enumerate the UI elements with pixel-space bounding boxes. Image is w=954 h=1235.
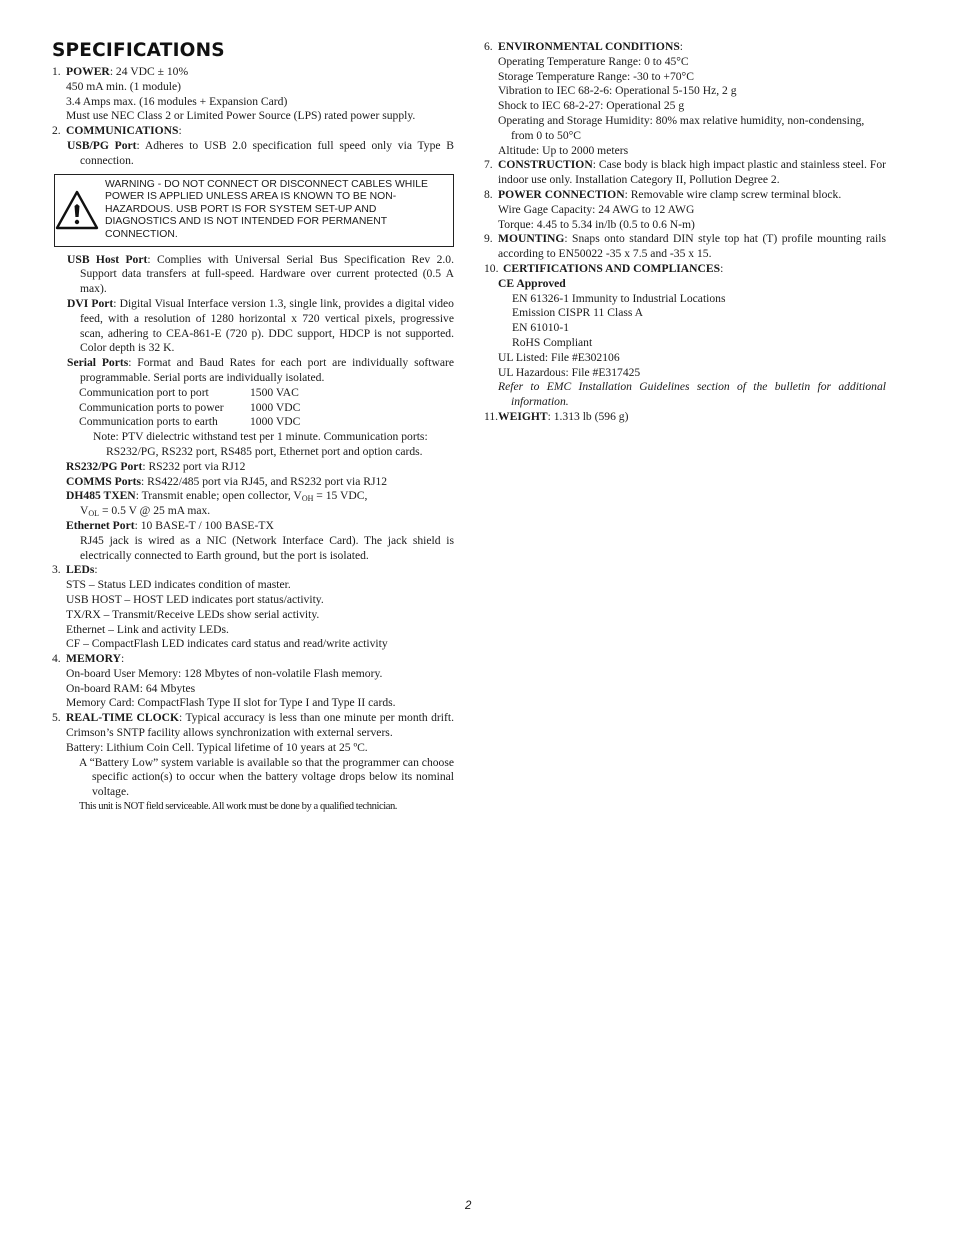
dvi-port-label: DVI Port <box>67 296 114 310</box>
isolation-key: Communication ports to power <box>79 400 224 414</box>
isolation-value: 1500 VAC <box>250 385 299 399</box>
section-number: 9. <box>484 232 493 246</box>
rtc-section <box>52 711 454 815</box>
ethernet-port-label: Ethernet Port <box>66 518 135 532</box>
communications-label: COMMUNICATIONS <box>66 124 179 138</box>
warning-triangle-icon <box>55 190 99 230</box>
ethernet-port-spec <box>66 519 454 534</box>
power-label: POWER <box>66 65 110 78</box>
env-line: Operating Temperature Range: 0 to 45°C <box>498 54 689 68</box>
power-value: : 24 VDC ± 10% <box>109 65 189 78</box>
dh485-text: = 0.5 V @ 25 mA max. <box>99 504 211 518</box>
right-column <box>484 40 886 425</box>
power-section <box>52 65 454 124</box>
service-note: This unit is NOT field serviceable. All work must be done by a qualified technician. <box>79 801 397 813</box>
dvi-port-text: : Digital Visual Interface version 1.3, single link, provides a digital video feed, with a resolution of 1280 horizontal x 720 vertical pixels, progressive scan, adhering to CEA-861-E (720 p). DDC support, HDCP is not supported. Color depth is 32 K. <box>80 296 454 355</box>
memory-section <box>52 652 454 711</box>
battery-line: Battery: Lithium Coin Cell. Typical lifetime of 10 years at 25 ºC. <box>66 740 368 754</box>
comms-ports-text: : RS422/485 port via RJ45, and RS232 port via RJ12 <box>141 474 388 488</box>
table-row <box>79 386 300 401</box>
dielectric-note: Note: PTV dielectric withstand test per 1 minute. Communication ports: RS232/PG, RS232 port, RS485 port, Ethernet port and option cards. <box>93 430 428 458</box>
dh485-text: V <box>80 504 89 518</box>
mounting-text: : Snaps onto standard DIN style top hat (T) profile mounting rails according to EN50022 -35 x 7.5 and -35 x 15. <box>498 232 886 261</box>
communications-details <box>52 253 454 564</box>
construction-section <box>484 158 886 188</box>
led-line: Ethernet – Link and activity LEDs. <box>66 622 229 636</box>
ce-item: EN 61326-1 Immunity to Industrial Locations <box>512 291 726 305</box>
emc-note: Refer to EMC Installation Guidelines section of the bulletin for additional information. <box>498 380 886 409</box>
led-line: CF – CompactFlash LED indicates card status and read/write activity <box>66 637 388 651</box>
env-line: Shock to IEC 68-2-27: Operational 25 g <box>498 99 685 113</box>
isolation-key: Communication port to port <box>79 385 209 399</box>
power-connection-section <box>484 188 886 232</box>
ce-approved-label: CE Approved <box>498 276 566 290</box>
certifications-section <box>484 262 886 410</box>
led-line: STS – Status LED indicates condition of master. <box>66 578 291 592</box>
comms-ports-label: COMMS Ports <box>66 474 142 488</box>
memory-line: On-board RAM: 64 Mbytes <box>66 681 196 695</box>
warning-text: WARNING - DO NOT CONNECT OR DISCONNECT CABLES WHILE POWER IS APPLIED UNLESS AREA IS KNOWN TO BE NON-HAZARDOUS. USB PORT IS FOR SYSTEM SET-UP AND DIAGNOSTICS AND IS NOT INTENDED FOR PERMANENT CONNECTION. <box>105 178 428 240</box>
weight-section <box>484 410 886 425</box>
humidity-line: Operating and Storage Humidity: 80% max relative humidity, non-condensing, from 0 to 50°C <box>498 113 865 142</box>
memory-label: MEMORY <box>66 652 121 666</box>
certifications-label: CERTIFICATIONS AND COMPLIANCES <box>503 261 721 275</box>
ethernet-note: RJ45 jack is wired as a NIC (Network Interface Card). The jack shield is electrically connected to Earth ground, but the port is isolated. <box>80 533 454 562</box>
isolation-value: 1000 VDC <box>250 400 301 414</box>
section-number: 4. <box>52 652 61 666</box>
usb-pg-port-label: USB/PG Port <box>67 138 137 152</box>
communications-section <box>52 124 454 168</box>
environmental-label: ENVIRONMENTAL CONDITIONS <box>498 40 680 53</box>
ce-item: Emission CISPR 11 Class A <box>512 306 643 320</box>
serial-ports-text: : Format and Baud Rates for each port are individually software programmable. Serial ports are individually isolated. <box>80 356 454 384</box>
ul-hazardous-line: UL Hazardous: File #E317425 <box>498 365 641 379</box>
page-number: 2 <box>465 1200 472 1212</box>
usb-host-port-label: USB Host Port <box>67 252 148 266</box>
weight-text: : 1.313 lb (596 g) <box>547 409 629 423</box>
rtc-label: REAL-TIME CLOCK <box>66 711 179 725</box>
dh485-text: = 15 VDC, <box>313 489 368 503</box>
led-line: TX/RX – Transmit/Receive LEDs show serial activity. <box>66 607 320 621</box>
section-number: 1. <box>52 65 61 78</box>
memory-line: Memory Card: CompactFlash Type II slot for Type I and Type II cards. <box>66 696 396 710</box>
rs232-pg-port-label: RS232/PG Port <box>66 459 143 473</box>
colon: : <box>679 40 684 53</box>
rtc-text: : Typical accuracy is less than one minute per month drift. Crimson’s SNTP facility allows synchronization with external servers. <box>66 711 454 740</box>
section-number: 5. <box>52 711 61 725</box>
colon: : <box>120 652 125 666</box>
isolation-table <box>79 386 300 430</box>
subscript: OL <box>88 509 100 519</box>
ethernet-port-text: : 10 BASE-T / 100 BASE-TX <box>134 518 274 532</box>
power-line: 3.4 Amps max. (16 modules + Expansion Card) <box>66 94 288 108</box>
section-number: 11. <box>484 409 499 423</box>
led-line: USB HOST – HOST LED indicates port status/activity. <box>66 592 324 606</box>
power-line: 450 mA min. (1 module) <box>66 79 181 93</box>
rs232-pg-port-text: : RS232 port via RJ12 <box>142 459 246 473</box>
dh485-txen-label: DH485 TXEN <box>66 489 136 503</box>
dh485-text: : Transmit enable; open collector, V <box>135 489 302 503</box>
section-number: 6. <box>484 40 493 53</box>
section-number: 7. <box>484 158 493 172</box>
serial-ports-label: Serial Ports <box>67 356 129 370</box>
colon: : <box>720 261 724 275</box>
power-connection-text: : Removable wire clamp screw terminal block. <box>624 187 842 201</box>
subscript: OH <box>301 494 314 504</box>
usb-pg-port-spec <box>66 139 454 169</box>
usb-host-port-spec <box>66 253 454 297</box>
power-connection-label: POWER CONNECTION <box>498 187 625 201</box>
page-title: SPECIFICATIONS <box>52 40 225 61</box>
power-line: Must use NEC Class 2 or Limited Power Source (LPS) rated power supply. <box>66 109 416 123</box>
colon: : <box>178 124 182 138</box>
dvi-port-spec <box>66 297 454 356</box>
serial-ports-spec <box>66 356 454 386</box>
construction-text: : Case body is black high impact plastic and stainless steel. For indoor use only. Installation Category II, Pollution Degree 2. <box>498 158 886 187</box>
comms-ports-spec <box>66 475 454 490</box>
colon: : <box>94 563 98 577</box>
environmental-section <box>484 40 886 158</box>
mounting-section <box>484 232 886 262</box>
env-line: Vibration to IEC 68-2-6: Operational 5-150 Hz, 2 g <box>498 84 737 98</box>
warning-box <box>54 174 454 247</box>
weight-label: WEIGHT <box>498 409 548 423</box>
dh485-vol-line <box>66 504 454 519</box>
section-number: 8. <box>484 187 493 201</box>
section-number: 10. <box>484 261 499 275</box>
usb-host-port-text: : Complies with Universal Serial Bus Specification Rev 2.0. Support data transfers at full-speed. Hardware over current protected (0.5 A max). <box>80 252 454 296</box>
ce-item: EN 61010-1 <box>512 321 569 335</box>
section-number: 2. <box>52 124 61 138</box>
rs232-pg-port-spec <box>66 460 454 475</box>
power-connection-line: Torque: 4.45 to 5.34 in/lb (0.5 to 0.6 N-m) <box>498 217 695 231</box>
construction-label: CONSTRUCTION <box>498 158 593 172</box>
table-row <box>79 415 300 430</box>
battery-low-note: A “Battery Low” system variable is available so that the programmer can choose specific action(s) to occur when the battery voltage drops below its nominal voltage. <box>79 755 454 799</box>
usb-pg-port-text: : Adheres to USB 2.0 specification full speed only via Type B connection. <box>80 138 454 167</box>
ul-listed-line: UL Listed: File #E302106 <box>498 350 620 364</box>
rtc-spec <box>66 711 454 741</box>
mounting-label: MOUNTING <box>498 232 565 246</box>
table-row <box>79 401 300 416</box>
dh485-txen-spec <box>66 489 454 504</box>
memory-line: On-board User Memory: 128 Mbytes of non-volatile Flash memory. <box>66 666 383 680</box>
ce-item: RoHS Compliant <box>512 335 593 349</box>
left-column <box>52 40 454 815</box>
env-line: Storage Temperature Range: -30 to +70°C <box>498 69 694 83</box>
leds-label: LEDs <box>66 563 95 577</box>
construction-spec <box>498 158 886 188</box>
power-connection-line: Wire Gage Capacity: 24 AWG to 12 AWG <box>498 202 695 216</box>
section-number: 3. <box>52 563 61 577</box>
leds-section <box>52 563 454 652</box>
isolation-key: Communication ports to earth <box>79 415 218 429</box>
altitude-line: Altitude: Up to 2000 meters <box>498 143 629 157</box>
mounting-spec <box>498 232 886 262</box>
isolation-value: 1000 VDC <box>250 415 301 429</box>
